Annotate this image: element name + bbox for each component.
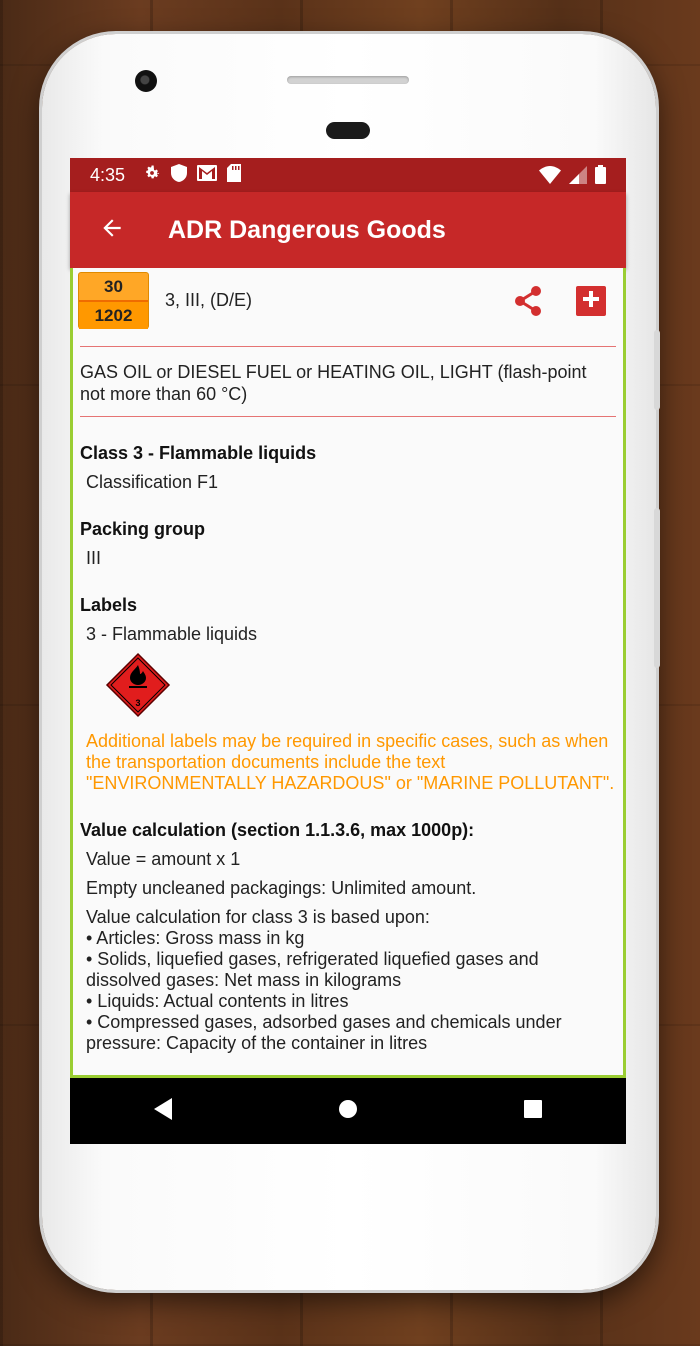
status-time: 4:35 — [90, 164, 126, 185]
calc-basis-item: • Compressed gases, adsorbed gases and chemicals under pressure: Capacity of the container in litres — [86, 1012, 562, 1053]
volume-button — [654, 508, 660, 668]
nav-home-icon — [338, 1099, 358, 1124]
divider — [80, 416, 616, 417]
hazard-header — [73, 268, 623, 346]
wifi-icon — [539, 166, 561, 189]
value-calculation-section — [73, 820, 623, 1054]
additional-labels-note: Additional labels may be required in specific cases, such as when the transportation documents include the text "ENVIRONMENTALLY HAZARDOUS" or "MARINE POLLUTANT". — [86, 731, 615, 793]
labels-title: Labels — [80, 595, 138, 615]
nav-recents-button[interactable] — [513, 1091, 553, 1131]
app-bar — [70, 192, 626, 268]
settings-icon — [143, 164, 161, 187]
battery-icon — [595, 165, 606, 189]
status-bar — [70, 158, 626, 192]
value-formula: Value = amount x 1 — [86, 849, 241, 869]
sd-card-icon — [227, 164, 241, 187]
add-favorite-button[interactable] — [576, 286, 606, 316]
share-icon — [511, 305, 545, 322]
empty-packagings: Empty uncleaned packagings: Unlimited amount. — [86, 878, 477, 898]
back-arrow-icon — [99, 215, 125, 246]
substance-name: GAS OIL or DIESEL FUEL or HEATING OIL, LIGHT (flash-point not more than 60 °C) — [80, 362, 587, 404]
class-value: Classification F1 — [86, 472, 219, 492]
classification-code: 3, III, (D/E) — [165, 290, 253, 310]
value-calc-title: Value calculation (section 1.1.3.6, max 1000p): — [80, 820, 475, 840]
calc-basis-item: • Articles: Gross mass in kg — [86, 928, 305, 948]
navigation-bar — [70, 1078, 626, 1144]
front-camera — [135, 70, 157, 92]
calc-basis-intro: Value calculation for class 3 is based upon: — [86, 907, 430, 927]
hazard-id-number: 30 — [104, 277, 123, 296]
phone-screen — [70, 158, 626, 1144]
labels-value: 3 - Flammable liquids — [86, 624, 258, 644]
earpiece-speaker — [287, 76, 409, 84]
label-class-number: 3 — [135, 698, 141, 708]
calc-basis — [86, 907, 616, 1054]
packing-group-title: Packing group — [80, 519, 206, 539]
packing-group-value: III — [86, 548, 102, 568]
content-scroll[interactable] — [70, 268, 626, 1078]
labels-section — [73, 595, 623, 794]
hazard-label-diamond — [106, 653, 170, 717]
proximity-sensor — [326, 122, 370, 139]
nav-recents-icon — [523, 1099, 543, 1124]
power-button — [654, 330, 660, 410]
un-number: 1202 — [79, 300, 148, 329]
gmail-icon — [197, 165, 217, 186]
nav-back-button[interactable] — [143, 1091, 183, 1131]
packing-group-section — [73, 519, 623, 569]
nav-home-button[interactable] — [328, 1091, 368, 1131]
orange-plate — [78, 272, 149, 329]
app-title: ADR Dangerous Goods — [168, 215, 446, 244]
nav-back-icon — [152, 1097, 174, 1126]
class-section — [73, 443, 623, 493]
add-icon — [581, 289, 601, 314]
back-button[interactable] — [92, 210, 132, 250]
share-button[interactable] — [511, 284, 545, 318]
calc-basis-item: • Liquids: Actual contents in litres — [86, 991, 349, 1011]
signal-icon — [569, 166, 587, 189]
shield-icon — [171, 164, 187, 187]
class-title: Class 3 - Flammable liquids — [80, 443, 317, 463]
calc-basis-item: • Solids, liquefied gases, refrigerated liquefied gases and dissolved gases: Net mass in kilograms — [86, 949, 539, 990]
